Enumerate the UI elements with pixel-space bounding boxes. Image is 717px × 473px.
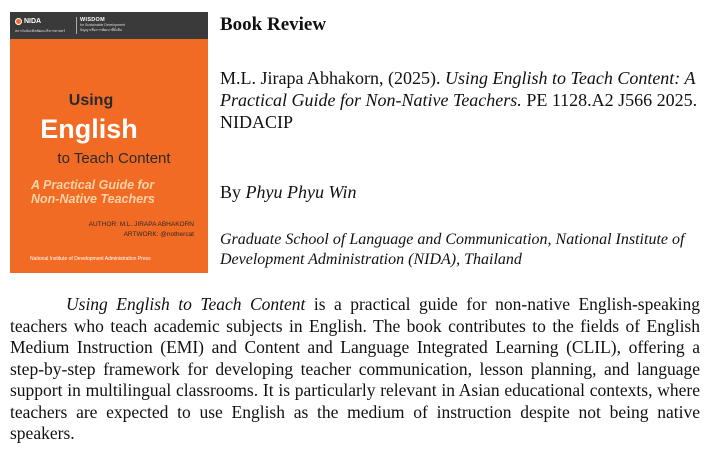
reviewer-name: Phyu Phyu Win xyxy=(245,182,357,202)
cover-header-divider xyxy=(76,17,77,34)
nida-logo xyxy=(15,18,41,25)
paragraph-book-title: Using English to Teach Content xyxy=(66,294,306,314)
nida-thai-name: สถาบันบัณฑิตพัฒนบริหารศาสตร์ xyxy=(15,29,66,33)
citation-author: M.L. Jirapa Abhakorn, (2025). xyxy=(220,68,445,88)
cover-author: AUTHOR: M.L. JIRAPA ABHAKORN xyxy=(88,221,194,228)
cover-subtitle-line2: Non-Native Teachers xyxy=(31,192,155,206)
cover-subtitle xyxy=(31,178,206,206)
byline-prefix: By xyxy=(220,182,246,202)
cover-title-english: English xyxy=(40,114,138,144)
cover-artwork-credit: ARTWORK: @nothercat xyxy=(123,231,194,238)
cover-subtitle-line1: A Practical Guide for xyxy=(31,178,155,192)
series-title: WISDOM xyxy=(80,17,106,23)
series-subtitle: for Sustainable Development xyxy=(80,23,125,27)
reviewer-affiliation: Graduate School of Language and Communication, National Institute of Development Administration (NIDA), Thailand xyxy=(220,231,685,268)
section-heading: Book Review xyxy=(220,14,327,35)
book-cover-image xyxy=(10,12,208,273)
cover-header-band xyxy=(10,12,208,39)
citation-title: Using English to Teach Content: A Practical Guide for Non-Native Teachers. xyxy=(220,68,696,110)
book-citation xyxy=(220,67,710,133)
citation-call-number: PE 1128.A2 J566 2025. NIDACIP xyxy=(220,90,698,132)
cover-title-using: Using xyxy=(68,92,114,109)
paragraph-text: is a practical guide for non-native English-speaking teachers who teach academic subjects in English. The book contributes to the fields of English Medium Instruction (EMI) and Content and Language Integrated Learning (CLIL), offering a step-by-step framework for developing teacher communication, lesson planning, and language support in multilingual classrooms. It is particularly relevant in Asian educational contexts, where teachers are expected to use English as the medium of instruction despite not being native speakers. xyxy=(10,294,700,443)
nida-emblem-icon xyxy=(15,18,22,25)
review-paragraph xyxy=(10,294,700,445)
series-thai: ปัญญาเพื่อการพัฒนาที่ยั่งยืน xyxy=(80,28,123,32)
cover-title-to-teach: to Teach Content xyxy=(57,150,171,167)
series-logo xyxy=(80,17,125,33)
nida-logo-text: NIDA xyxy=(24,18,42,25)
reviewer-byline xyxy=(220,182,357,203)
cover-publisher: National Institute of Development Administration Press xyxy=(30,256,151,262)
